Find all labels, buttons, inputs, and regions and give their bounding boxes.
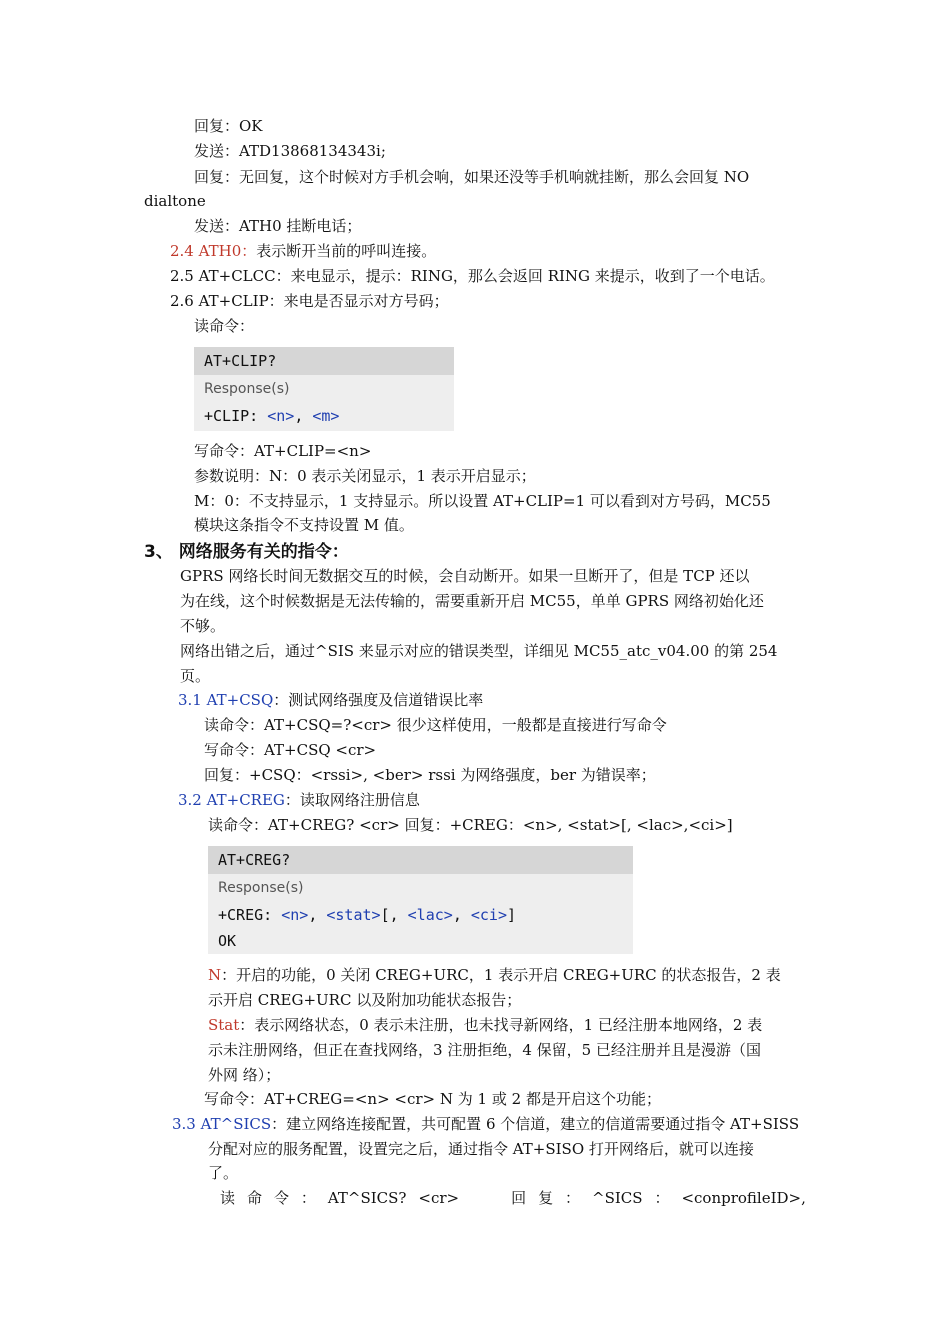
separator: , [308,906,327,924]
param: <n> [281,906,309,924]
code-prefix: +CLIP: [204,407,268,425]
word: 命 [246,1189,262,1207]
param-desc: ：开启的功能，0 关闭 CREG+URC，1 表示开启 CREG+URC 的状态报告，2 表 [221,966,781,984]
text-line [172,1113,799,1135]
command-header: AT+CLIP? [194,347,454,375]
word: ： [565,1189,581,1207]
word: 读 [220,1189,236,1207]
text-line: 2.6 AT+CLIP：来电是否显示对方号码； [170,292,449,310]
text-line: 模块这条指令不支持设置 M 值。 [194,516,414,534]
param-desc: ：表示网络状态，0 表示未注册，也未找寻新网络，1 已经注册本地网络，2 表 [239,1016,763,1034]
text-line: 不够。 [180,617,226,635]
text-line: 写命令：AT+CREG=<n> <cr> N 为 1 或 2 都是开启这个功能； [204,1090,661,1108]
text-line: 读命令：AT+CSQ=?<cr> 很少这样使用，一般都是直接进行写命令 [204,716,667,734]
response-code [194,403,454,429]
param-label: N [208,966,222,984]
section-text: ：建立网络连接配置，共可配置 6 个信道，建立的信道需要通过指令 AT+SISS [271,1115,800,1133]
response-code [208,902,633,928]
param: <lac> [407,906,453,924]
text-line: 参数说明：N：0 表示关闭显示，1 表示开启显示； [194,467,536,485]
response-label: Response(s) [218,880,304,896]
text-line: 写命令：AT+CSQ <cr> [204,741,377,759]
text-line: dialtone [144,192,206,210]
param: <n> [267,407,295,425]
text-line: 读命令：AT+CREG? <cr> 回复：+CREG：<n>, <stat>[, <lac>,<ci>] [208,816,733,834]
text-line [208,964,781,986]
text-line-justified [220,1187,806,1209]
text-line: 发送：ATH0 挂断电话； [194,217,362,235]
separator: , [294,407,313,425]
word: <conprofileID>, [681,1189,806,1207]
separator: , [452,906,471,924]
word: 令 [273,1189,289,1207]
separator: [, [380,906,408,924]
text-line: 页。 [180,667,211,685]
section-heading: 3、 网络服务有关的指令： [144,542,349,562]
param-label: Stat [208,1016,240,1034]
text-line: 示开启 CREG+URC 以及附加功能状态报告； [208,991,522,1009]
word: 回 [511,1189,527,1207]
text-line: 示未注册网络，但正在查找网络，3 注册拒绝，4 保留，5 已经注册并且是漫游（国 [208,1041,761,1059]
text-line: 网络出错之后，通过^SIS 来显示对应的错误类型，详细见 MC55_atc_v04.00 的第 254 [180,642,778,660]
text-line: 分配对应的服务配置，设置完之后，通过指令 AT+SISO 打开网络后，就可以连接 [208,1140,754,1158]
code-prefix: +CREG: [218,906,282,924]
param: <ci> [470,906,507,924]
text-line [170,240,436,262]
response-label: Response(s) [204,381,290,397]
code-box-clip [194,347,454,431]
response-ok: OK [218,932,237,950]
word: 复 [538,1189,554,1207]
text-line [178,789,420,811]
code-box-creg [208,846,633,954]
section-text: ：测试网络强度及信道错误比率 [273,691,484,709]
text-line: 回复：+CSQ：<rssi>, <ber> rssi 为网络强度，ber 为错误率； [204,766,656,784]
text-line [178,689,483,711]
text-line: 写命令：AT+CLIP=<n> [194,442,372,460]
word: AT^SICS? [327,1189,407,1207]
text-line: 外网 络）； [208,1066,281,1084]
section-number: 3.2 AT+CREG [178,791,285,809]
word: ^SICS [592,1189,643,1207]
text-line [208,1014,762,1036]
command-header: AT+CREG? [208,846,633,874]
text-line: 读命令： [194,317,255,335]
text-line: GPRS 网络长时间无数据交互的时候，会自动断开。如果一旦断开了，但是 TCP 还以 [180,567,750,585]
text-line: 了。 [208,1164,239,1182]
section-text: ：读取网络注册信息 [284,791,420,809]
word: <cr> [418,1189,460,1207]
section-number: 3.1 AT+CSQ [178,691,274,709]
param: <m> [312,407,340,425]
text-line: M：0：不支持显示，1 支持显示。所以设置 AT+CLIP=1 可以看到对方号码，MC55 [194,492,771,510]
text-line: 回复：OK [194,117,263,135]
section-number: 2.4 ATH0： [170,242,257,260]
param: <stat> [326,906,381,924]
word: ： [300,1189,316,1207]
section-number: 3.3 AT^SICS [172,1115,272,1133]
separator: ] [507,906,517,924]
word: ： [654,1189,670,1207]
text-line: 回复：无回复，这个时候对方手机会响，如果还没等手机响就挂断，那么会回复 NO [194,168,750,186]
section-text: 表示断开当前的呼叫连接。 [256,242,437,260]
text-line: 发送：ATD13868134343i; [194,142,386,160]
text-line: 为在线，这个时候数据是无法传输的，需要重新开启 MC55，单单 GPRS 网络初始化还 [180,592,764,610]
text-line: 2.5 AT+CLCC：来电显示，提示：RING，那么会返回 RING 来提示，收到了一个电话。 [170,267,775,285]
